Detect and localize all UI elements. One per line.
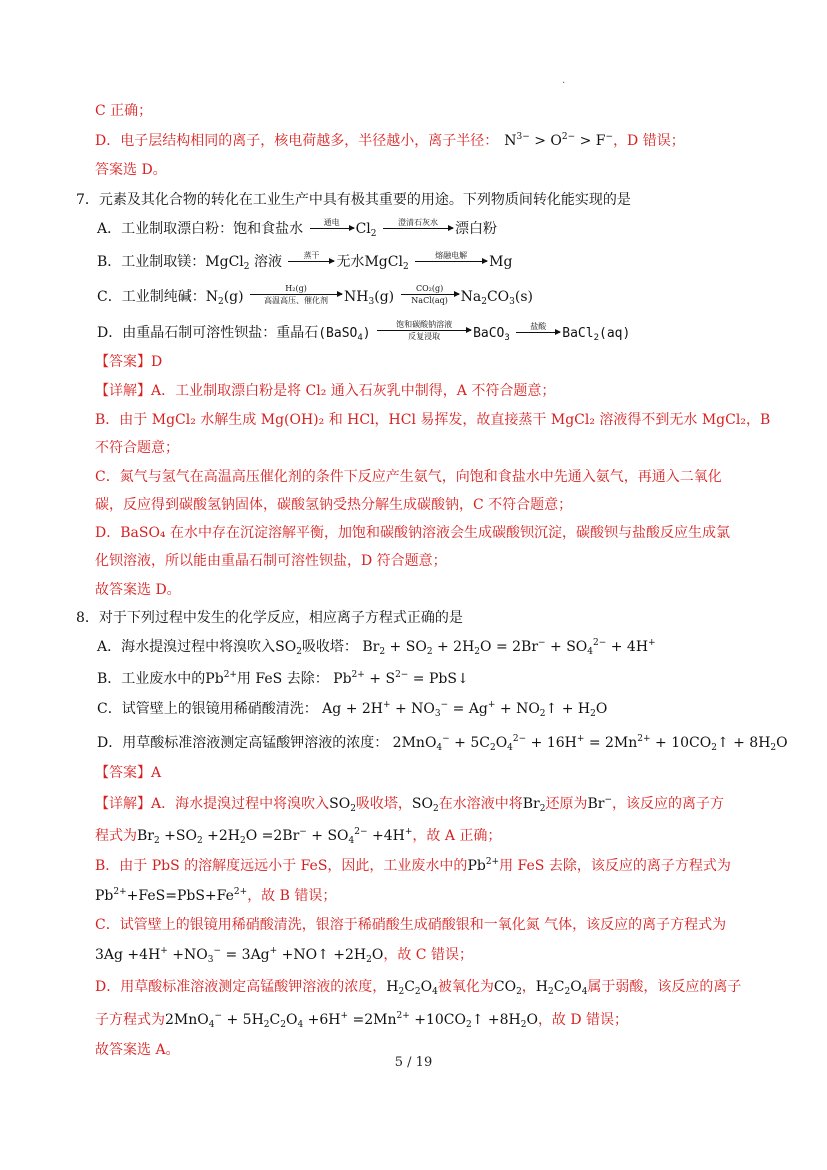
explanation-line: $Pb^{2+}+FeS=PbS+Fe^{2+}$，故 B 错误；	[95, 887, 337, 904]
explanation-line: 碳，反应得到碳酸氢钠固体，碳酸氢钠受热分解生成碳酸钠，C 不符合题意；	[95, 497, 573, 513]
explanation-line: 子方程式为$2MnO_4^- + 5H_2C_2O_4 +6H^+ =2Mn^{2+}$ $+10CO_2↑ +8H_2O$，故 D 错误；	[95, 1011, 629, 1030]
question-7-option-c: C．工业制纯碱：$N_2(g)$ H₂(g) 高温高压、催化剂 $NH_3(g)$ CO₂(g) NaCl(aq) $Na_2CO_3(s)$	[97, 284, 533, 307]
explanation-line: 【详解】A．工业制取漂白粉是将 Cl₂ 通入石灰乳中制得，A 不符合题意；	[95, 383, 556, 399]
question-7-option-a: A．工业制取漂白粉：饱和食盐水 通电 $Cl_2$ 澄清石灰水 漂白粉	[97, 218, 497, 239]
decorative-dot: ·	[562, 78, 566, 89]
explanation-line: D．用草酸标准溶液测定高锰酸钾溶液的浓度，$H_2C_2O_4$被氧化为$CO_2$，$H_2C_2O_4$属于弱酸，该反应的离子	[95, 979, 742, 997]
explanation-line: B．由于 PbS 的溶解度远远小于 FeS，因此，工业废水中的$Pb^{2+}$用 FeS 去除，该反应的离子方程式为	[95, 857, 731, 874]
explanation-line: 【详解】A．海水提溴过程中将溴吹入$SO_2$吸收塔，$SO_2$在水溶液中将$Br_2$还原为Br−，该反应的离子方	[95, 795, 724, 814]
explanation-line: $3Ag +4H^+ +NO_3^- = 3Ag^+$ +NO↑ $+2H_2O$，故 C 错误；	[95, 946, 473, 965]
question-7-option-b: B．工业制取镁：MgCl$_2$ 溶液 蒸干 无水MgCl$_2$ 熔融电解 Mg	[97, 251, 513, 272]
explanation-line: 化钡溶液，所以能由重晶石制可溶性钡盐，D 符合题意；	[95, 553, 447, 569]
answer-8: 【答案】A	[95, 765, 162, 781]
question-7-stem: 7．元素及其化合物的转化在工业生产中具有极其重要的用途。下列物质间转化能实现的是	[76, 192, 631, 208]
explanation-line: C．氮气与氢气在高温高压催化剂的条件下反应产生氨气，向饱和食盐水中先通入氨气，再通入二氧化	[95, 469, 722, 485]
explanation-line: C．试管壁上的银镜用稀硝酸清洗，银溶于稀硝酸生成硝酸银和一氧化氮 气体，该反应的离子方程式为	[95, 917, 727, 933]
question-8-option-d: D．用草酸标准溶液测定高锰酸钾溶液的浓度： $2MnO_4^- + 5C_2O_4^{2-} + 16H^+ = 2Mn^{2+}$ + $10CO_2↑ + 8H_2O$	[97, 734, 788, 753]
question-8-stem: 8．对于下列过程中发生的化学反应，相应离子方程式正确的是	[76, 610, 463, 626]
explanation-line: 故答案选 A。	[95, 1042, 180, 1058]
answer-7: 【答案】D	[95, 354, 163, 370]
explanation-line: 故答案选 D。	[95, 582, 181, 598]
explanation-line: B．由于 MgCl₂ 水解生成 Mg(OH)₂ 和 HCl，HCl 易挥发，故直接蒸干 MgCl₂ 溶液得不到无水 MgCl₂，B	[95, 412, 771, 428]
question-8-option-a: A．海水提溴过程中将溴吹入$SO_2$吸收塔： $Br_2 + SO_2 + 2H_2O = 2Br^- + SO_4^{2-} + 4H^+$	[97, 638, 656, 657]
explanation-line: 不符合题意；	[95, 440, 179, 456]
text-line: 答案选 D。	[95, 162, 167, 178]
explanation-line: 程式为$Br_2 +SO_2 +2H_2O =2Br^- + SO_4^{2-} +4H^+$，故 A 正确；	[95, 827, 502, 846]
page-number: 5 / 19	[394, 1055, 433, 1070]
text-line: C 正确；	[95, 103, 153, 119]
question-7-option-d: D．由重晶石制可溶性钡盐：重晶石(BaSO$_4$) 饱和碳酸钠溶液 反复浸取 BaCO$_3$ 盐酸 BaCl$_2$(aq)	[97, 320, 631, 343]
question-8-option-c: C．试管壁上的银镜用稀硝酸清洗： $Ag + 2H^+ + NO_3^- = Ag^+$ + $NO_2↑ + H_2O$	[97, 700, 608, 719]
explanation-line: D．BaSO₄ 在水中存在沉淀溶解平衡，加饱和碳酸钠溶液会生成碳酸钡沉淀，碳酸钡与盐酸反应生成氯	[95, 525, 730, 541]
text-line: D．电子层结构相同的离子，核电荷越多，半径越小，离子半径： $N^{3-} > O^{2-} > F^-$，D 错误；	[95, 132, 685, 149]
question-8-option-b: B．工业废水中的$Pb^{2+}$用 FeS 去除： $Pb^{2+} + S^{2-}$ = PbS↓	[97, 670, 469, 687]
